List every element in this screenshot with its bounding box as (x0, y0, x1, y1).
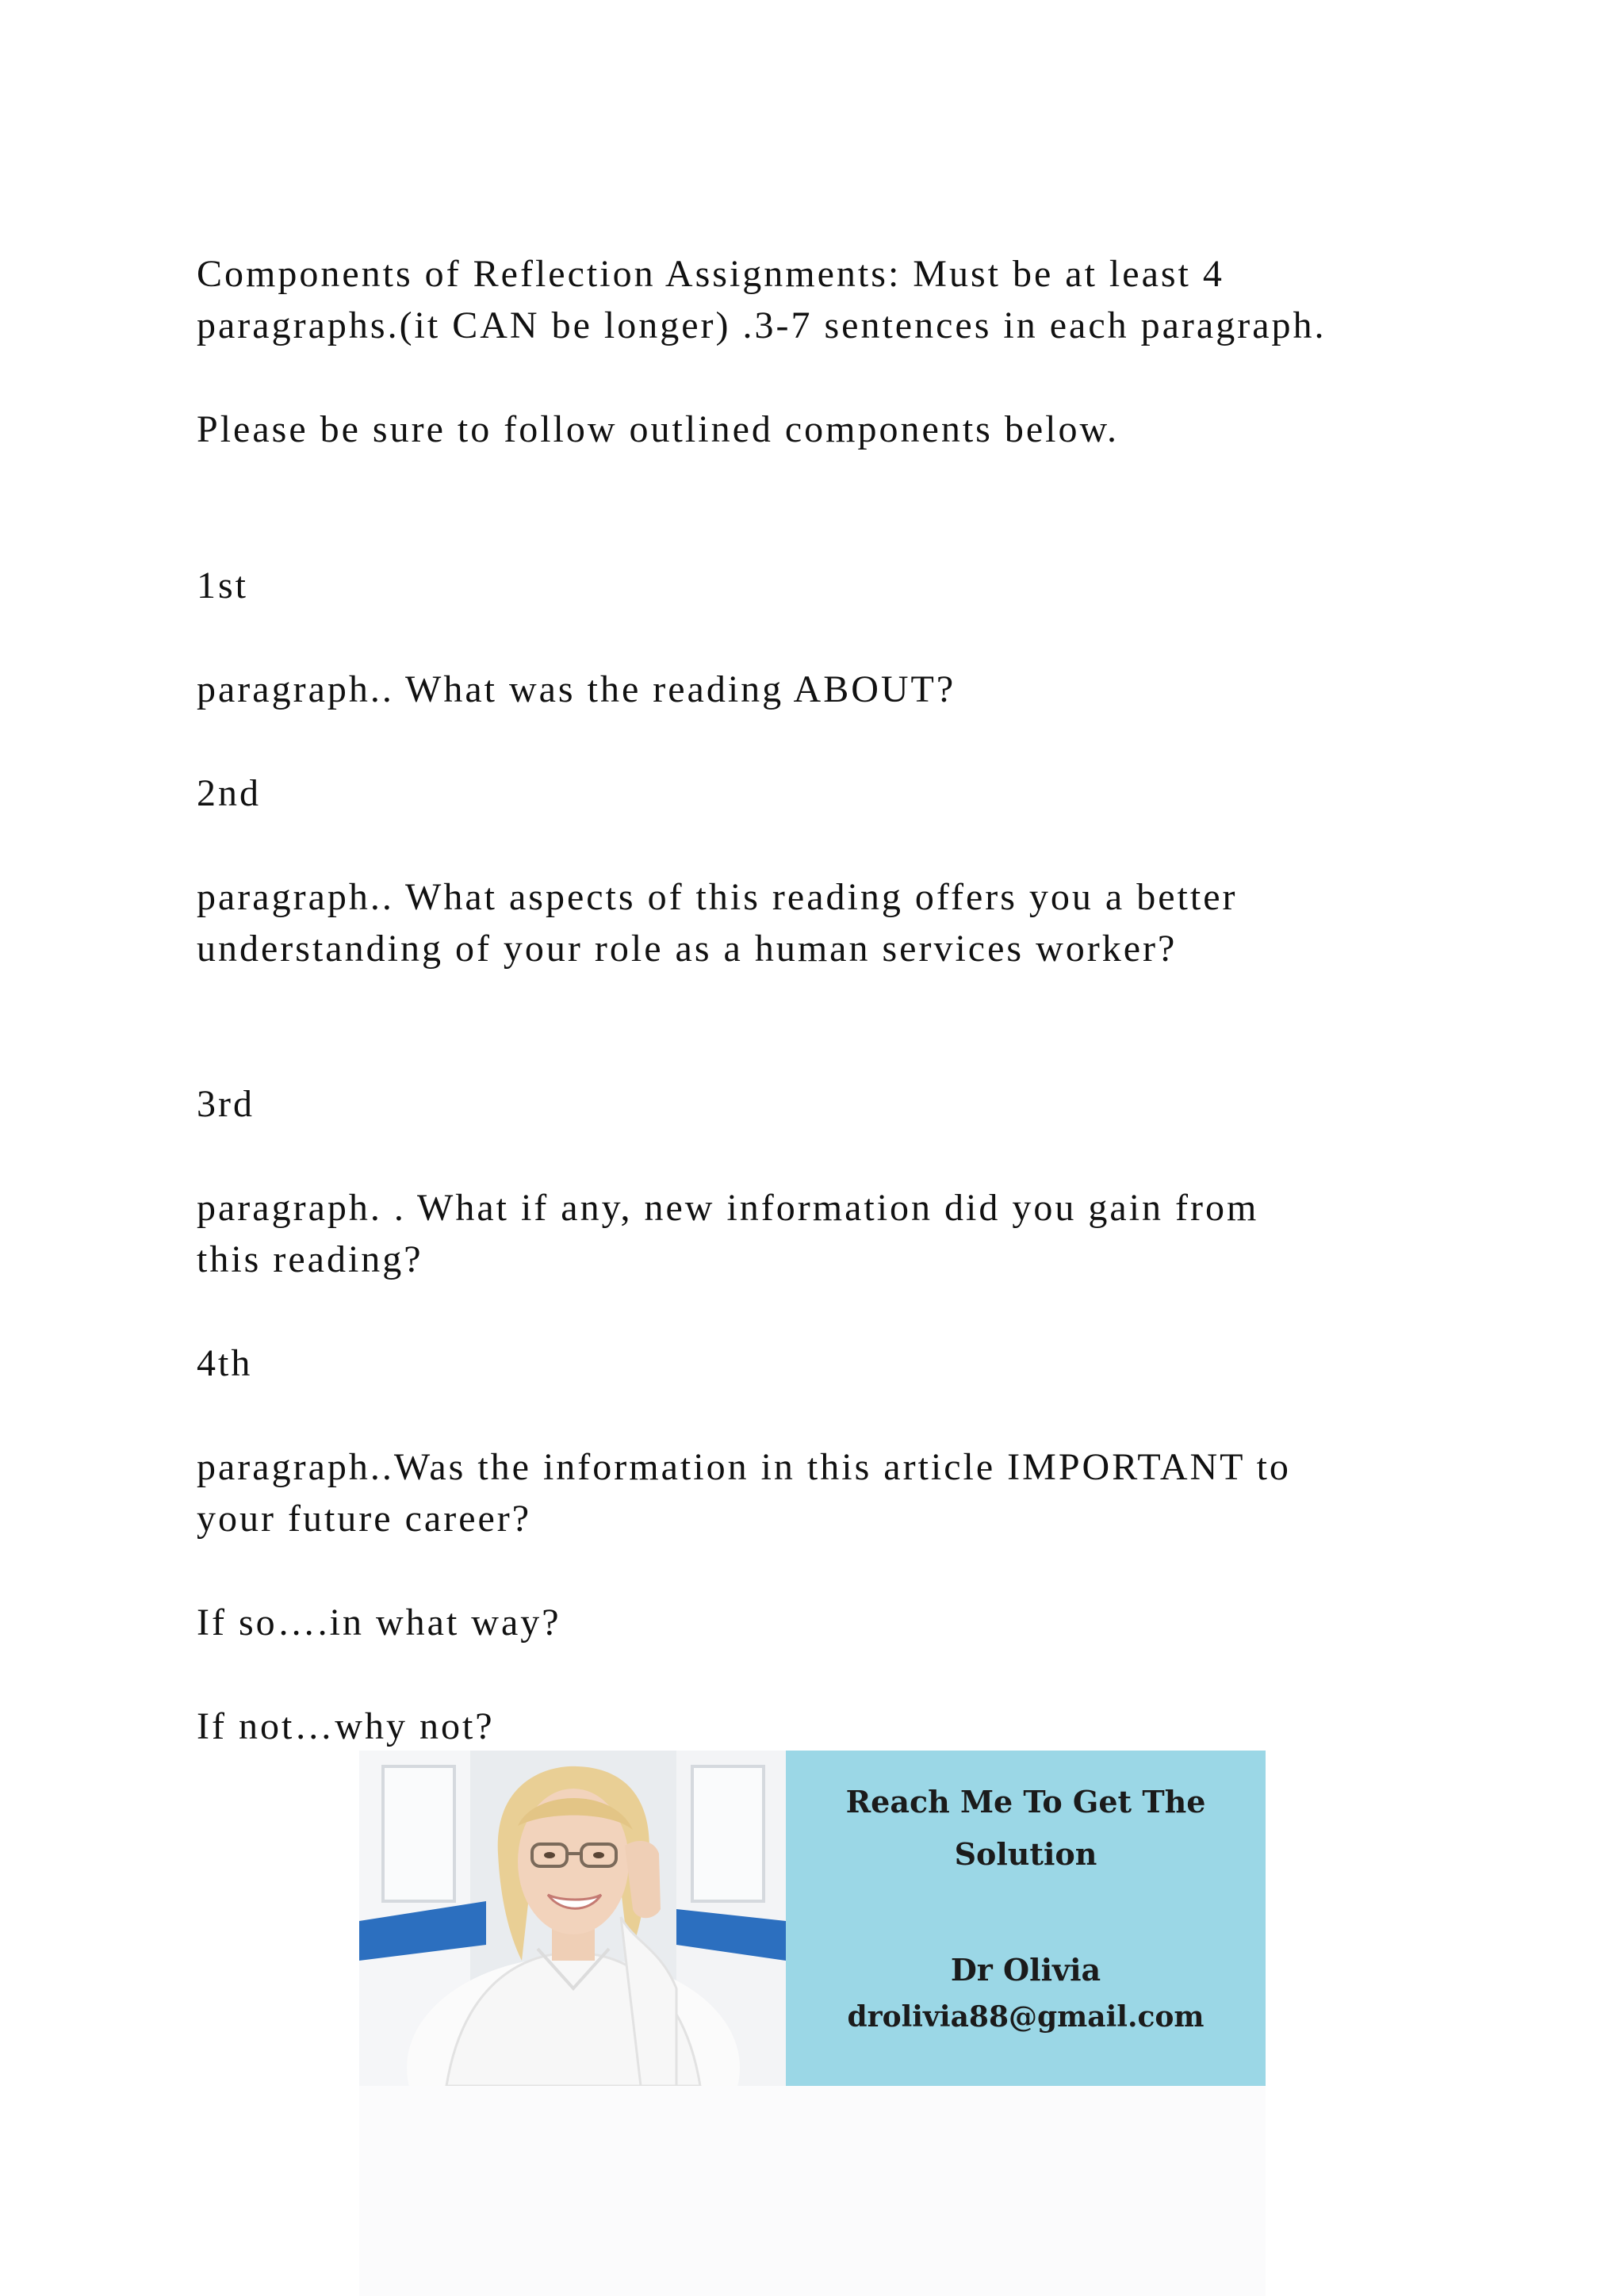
doc-line-2nd-question-2: understanding of your role as a human services worker? (197, 928, 1178, 970)
doc-line-2nd: 2nd (197, 772, 261, 814)
doc-line-if-so: If so….in what way? (197, 1601, 561, 1644)
doc-line-4th-question-1: paragraph..Was the information in this article IMPORTANT to (197, 1446, 1291, 1488)
advert-name: Dr Olivia (950, 1952, 1101, 1988)
doc-line-4th: 4th (197, 1342, 253, 1384)
doc-line-1st-question: paragraph.. What was the reading ABOUT? (197, 668, 956, 710)
doc-line-3rd-question-1: paragraph. . What if any, new information did you gain from (197, 1187, 1259, 1229)
doc-line-instruction: Please be sure to follow outlined components below. (197, 408, 1120, 450)
doc-line-3rd-question-2: this reading? (197, 1238, 423, 1280)
doc-line-3rd: 3rd (197, 1083, 255, 1125)
advert-banner[interactable] (359, 1751, 1266, 2086)
advert-headline-line1: Reach Me To Get The (845, 1784, 1206, 1820)
advert-email[interactable]: drolivia88@gmail.com (847, 2000, 1205, 2034)
advert-headline-line2: Solution (954, 1836, 1097, 1872)
advert-contact-panel (786, 1751, 1266, 2086)
doc-line-1st: 1st (197, 564, 249, 607)
doc-line-4th-question-2: your future career? (197, 1498, 532, 1540)
advert-area (359, 1751, 1266, 2296)
doc-line-2nd-question-1: paragraph.. What aspects of this reading offers you a better (197, 876, 1238, 918)
doc-line-if-not: If not…why not? (197, 1705, 495, 1747)
woman-with-glasses-photo (359, 1751, 786, 2086)
doc-line-title-1: Components of Reflection Assignments: Must be at least 4 (197, 253, 1224, 295)
doc-line-title-2: paragraphs.(it CAN be longer) .3-7 sentences in each paragraph. (197, 304, 1327, 346)
